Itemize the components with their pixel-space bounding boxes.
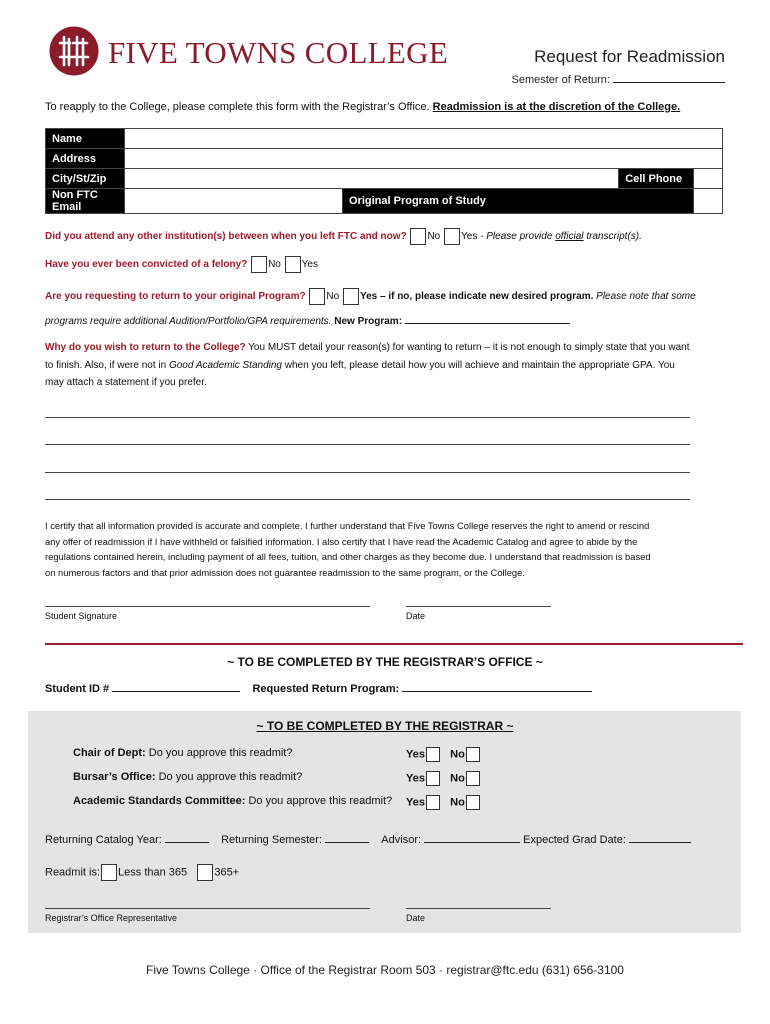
approval-academic-options: Yes No bbox=[406, 795, 481, 810]
approval-chair-options: Yes No bbox=[406, 747, 481, 762]
city-field[interactable] bbox=[125, 169, 619, 189]
advisor-field[interactable] bbox=[424, 831, 520, 843]
name-label: Name bbox=[46, 129, 125, 149]
registrar-date-label: Date bbox=[406, 913, 426, 923]
registrar-title: ~ TO BE COMPLETED BY THE REGISTRAR ~ bbox=[256, 719, 514, 733]
program-field[interactable] bbox=[694, 189, 723, 214]
approval-row-chair: Chair of Dept: Do you approve this readmit? bbox=[73, 747, 293, 759]
registrar-section bbox=[28, 711, 741, 933]
reason-line-3[interactable] bbox=[45, 472, 690, 473]
q2-no-checkbox[interactable] bbox=[251, 256, 267, 273]
semester-field[interactable] bbox=[613, 71, 725, 83]
question-other-institution: Did you attend any other institution(s) between when you left FTC and now? No Yes - Please provide official transcript(s). bbox=[45, 228, 642, 245]
returning-details-row: Returning Catalog Year: Returning Semester: Advisor: Expected Grad Date: bbox=[45, 831, 691, 846]
academic-yes-checkbox[interactable] bbox=[426, 795, 440, 810]
grad-date-field[interactable] bbox=[629, 831, 691, 843]
student-signature-line[interactable] bbox=[45, 606, 370, 607]
returning-semester-field[interactable] bbox=[325, 831, 369, 843]
college-logo-text: FIVE TOWNS COLLEGE bbox=[108, 35, 449, 70]
program-requirements-note: programs require additional Audition/Portfolio/GPA requirements. New Program: bbox=[45, 312, 570, 327]
reason-line-2[interactable] bbox=[45, 444, 690, 445]
registrar-signature-line[interactable] bbox=[45, 908, 370, 909]
student-date-line[interactable] bbox=[406, 606, 551, 607]
name-field[interactable] bbox=[125, 129, 723, 149]
readmit-row: Readmit is: Less than 365 365+ bbox=[45, 864, 239, 881]
college-logo-icon bbox=[48, 25, 100, 77]
catalog-year-field[interactable] bbox=[165, 831, 209, 843]
cell-phone-field[interactable] bbox=[694, 169, 723, 189]
semester-of-return: Semester of Return: bbox=[512, 71, 726, 86]
academic-no-checkbox[interactable] bbox=[466, 795, 480, 810]
less-than-365-checkbox[interactable] bbox=[101, 864, 117, 881]
certification-text: I certify that all information provided is accurate and complete. I further understand that Five Towns College reserves the right to amend or rescind any offer of readmission if I have withheld or falsified information. I also certify that I have read the Academic Catalog and agree to abide by the regulations contained herein, including payment of all fees, tuition, and other charges as they become due. I understand that readmission is based on numerous factors and that prior admission does not guarantee readmission to the same program, or the College. bbox=[45, 520, 651, 578]
applicant-info-table bbox=[45, 128, 723, 214]
student-id-field[interactable] bbox=[112, 680, 240, 692]
approval-bursar-options: Yes No bbox=[406, 771, 481, 786]
approval-row-bursar: Bursar’s Office: Do you approve this readmit? bbox=[73, 771, 303, 783]
approval-row-academic: Academic Standards Committee: Do you approve this readmit? bbox=[73, 795, 393, 807]
email-field[interactable] bbox=[125, 189, 343, 214]
q1-no-checkbox[interactable] bbox=[410, 228, 426, 245]
form-title: Request for Readmission bbox=[534, 47, 725, 66]
address-label: Address bbox=[46, 149, 125, 169]
registrar-rep-label: Registrar’s Office Representative bbox=[45, 913, 178, 923]
bursar-yes-checkbox[interactable] bbox=[426, 771, 440, 786]
footer-contact: Five Towns College · Office of the Registrar Room 503 · registrar@ftc.edu (631) 656-3100 bbox=[146, 963, 624, 977]
section-divider bbox=[45, 643, 743, 645]
intro-text: To reapply to the College, please complete this form with the Registrar’s Office. Readmission is at the discretion of the College. bbox=[45, 101, 681, 113]
365-plus-checkbox[interactable] bbox=[197, 864, 213, 881]
address-field[interactable] bbox=[125, 149, 723, 169]
question-original-program: Are you requesting to return to your original Program? No Yes – if no, please indicate new desired program. Please note that some bbox=[45, 288, 696, 305]
program-label: Original Program of Study bbox=[343, 189, 694, 214]
chair-no-checkbox[interactable] bbox=[466, 747, 480, 762]
email-label: Non FTC Email bbox=[46, 189, 125, 214]
office-row: Student ID # Requested Return Program: bbox=[45, 680, 592, 695]
student-signature-label: Student Signature bbox=[45, 611, 118, 621]
question-felony: Have you ever been convicted of a felony? No Yes bbox=[45, 256, 318, 273]
chair-yes-checkbox[interactable] bbox=[426, 747, 440, 762]
q3-no-checkbox[interactable] bbox=[309, 288, 325, 305]
registrar-office-title: ~ TO BE COMPLETED BY THE REGISTRAR’S OFFICE ~ bbox=[227, 655, 543, 669]
reason-line-4[interactable] bbox=[45, 499, 690, 500]
reason-line-1[interactable] bbox=[45, 417, 690, 418]
cell-phone-label: Cell Phone bbox=[619, 169, 694, 189]
new-program-field[interactable] bbox=[405, 312, 570, 324]
bursar-no-checkbox[interactable] bbox=[466, 771, 480, 786]
why-return-question: Why do you wish to return to the College? You MUST detail your reason(s) for wanting to return – it is not enough to simply state that you want to finish. Also, if were not in Good Academic Standing when you left, please detail how you will achieve and maintain the appropriate GPA. You may attach a statement if you prefer. bbox=[45, 342, 690, 388]
registrar-date-line[interactable] bbox=[406, 908, 551, 909]
q2-yes-checkbox[interactable] bbox=[285, 256, 301, 273]
requested-program-field[interactable] bbox=[402, 680, 592, 692]
city-label: City/St/Zip bbox=[46, 169, 125, 189]
q1-yes-checkbox[interactable] bbox=[444, 228, 460, 245]
student-date-label: Date bbox=[406, 611, 426, 621]
q3-yes-checkbox[interactable] bbox=[343, 288, 359, 305]
